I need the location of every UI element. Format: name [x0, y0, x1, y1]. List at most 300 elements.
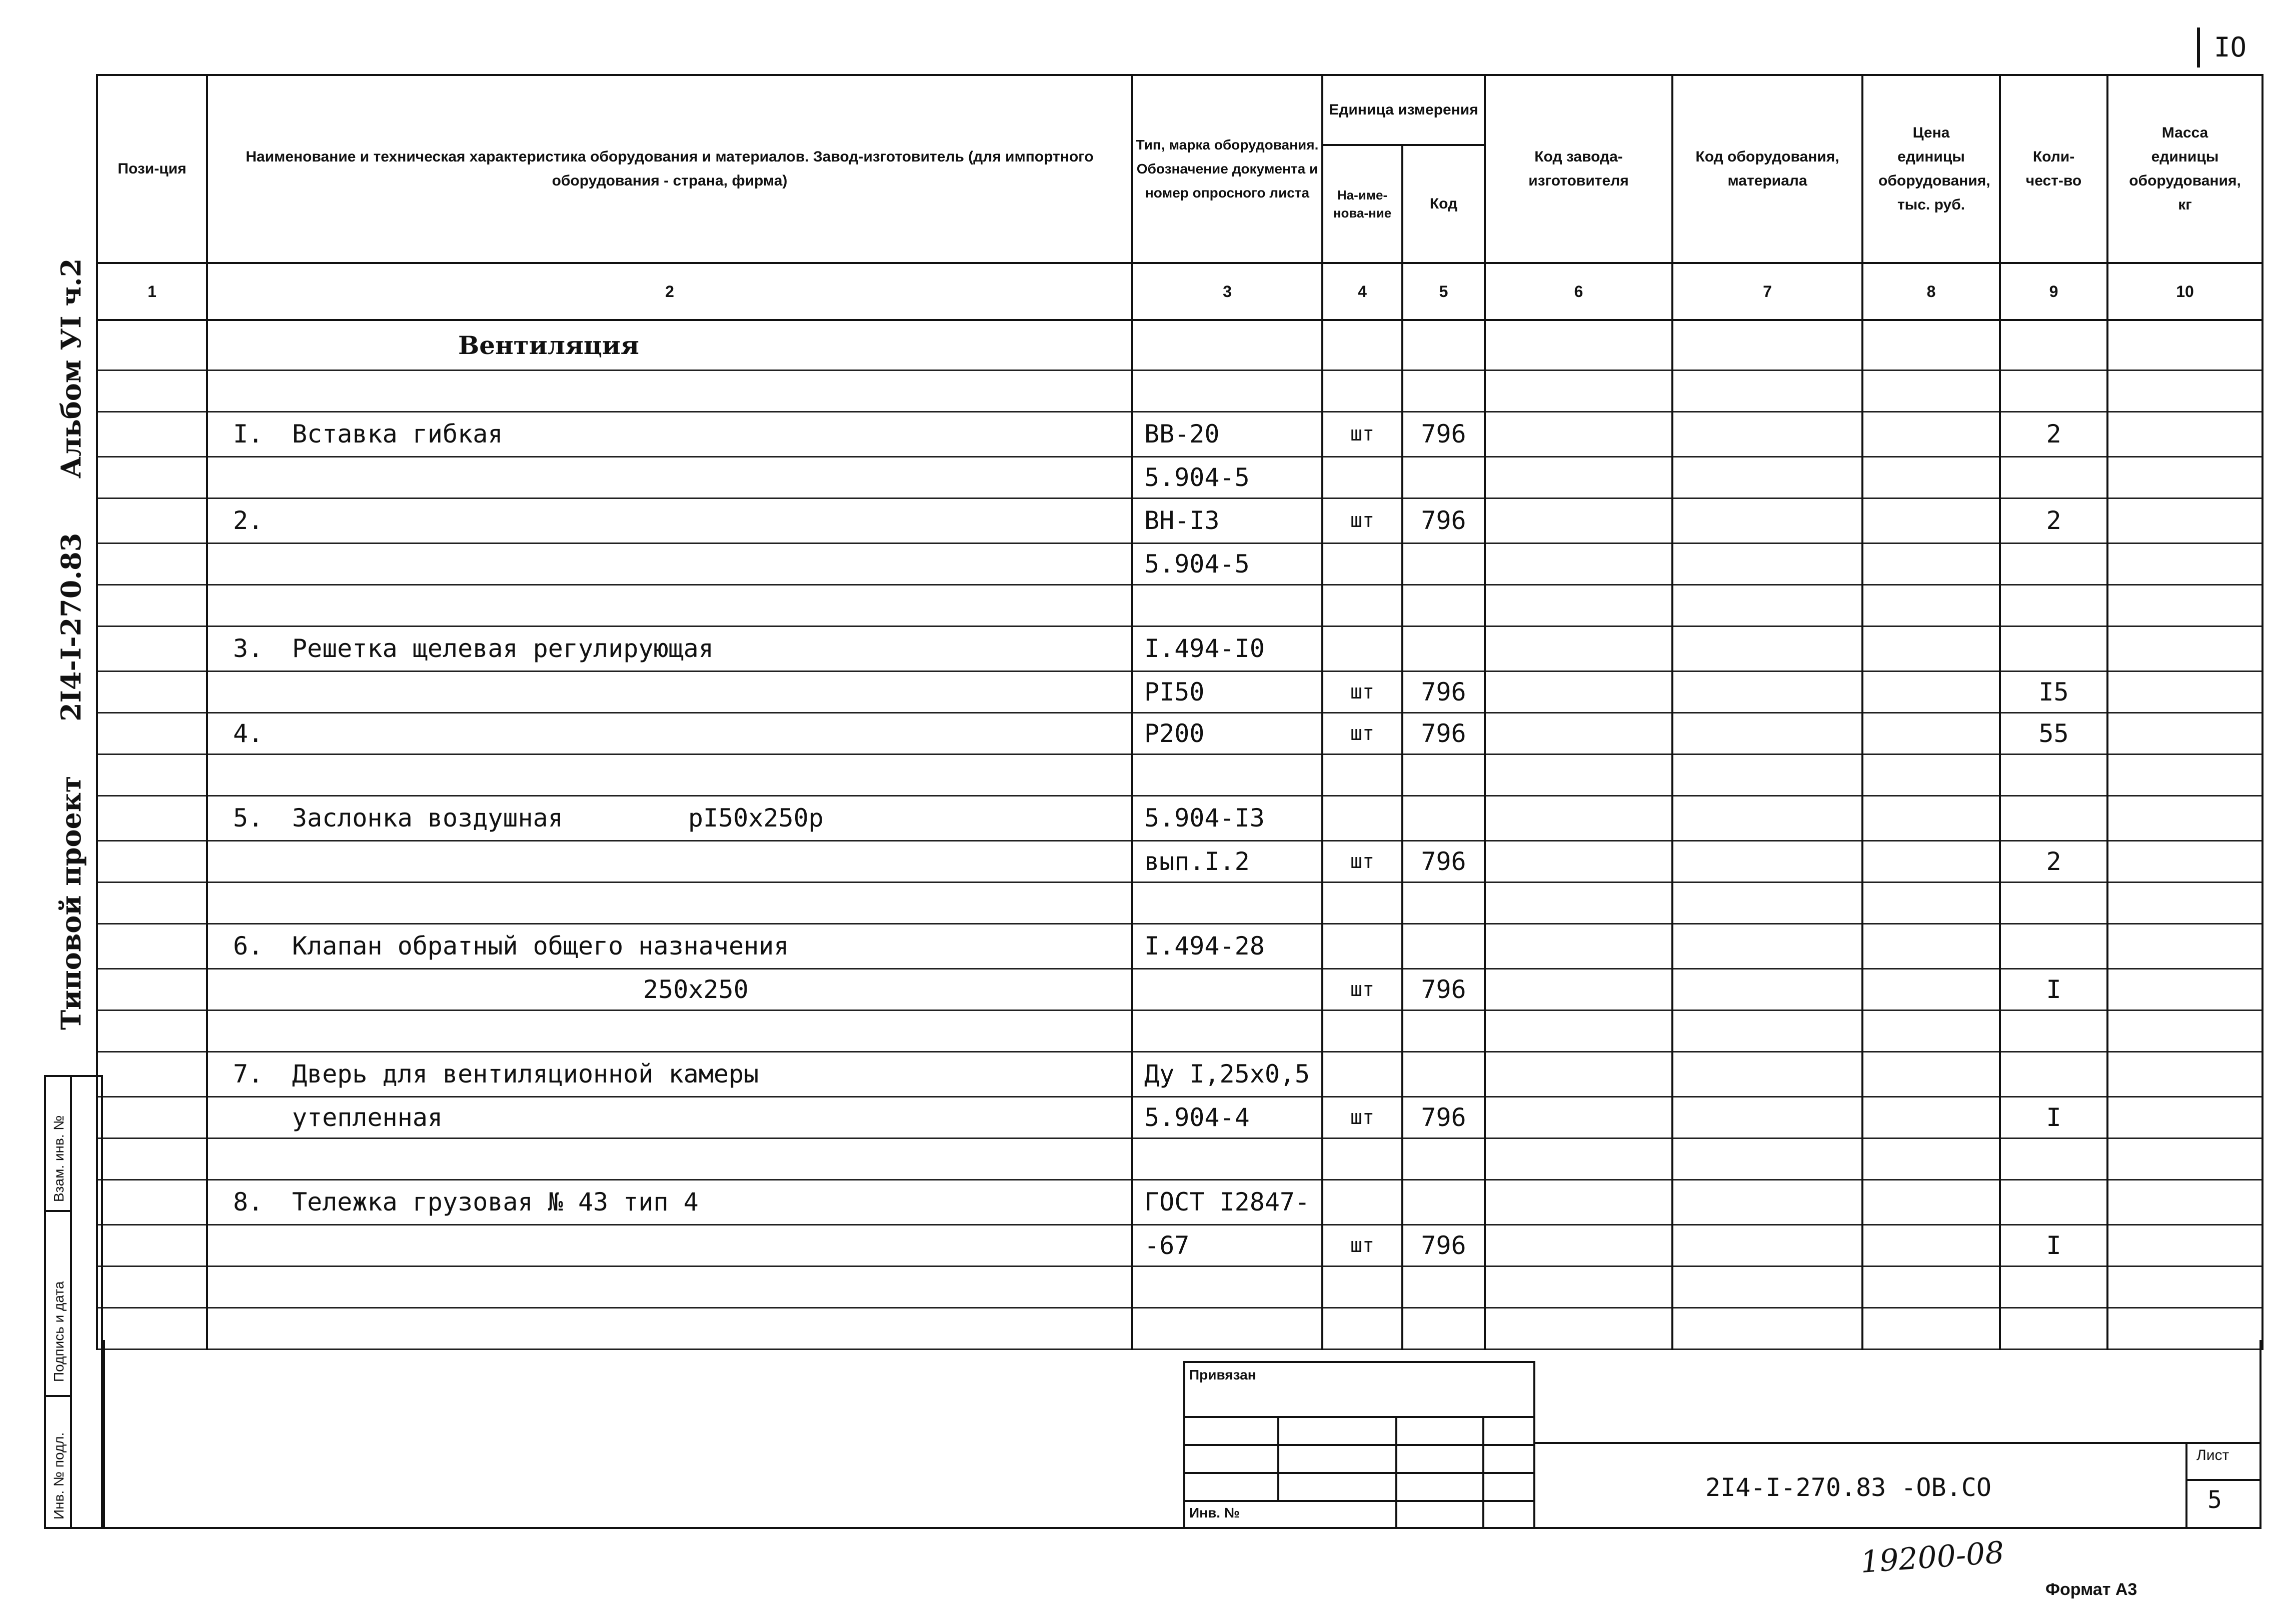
cell-equipment-code — [1672, 712, 1862, 754]
table-row — [97, 320, 2262, 370]
item-position: 7. — [233, 1060, 264, 1088]
header-type: Тип, марка оборудования. Обозначение документа и номер опросного листа — [1132, 75, 1322, 263]
cell-equipment-code — [1672, 1224, 1862, 1266]
cell-price — [1862, 712, 2000, 754]
cell-factory-code — [1485, 1010, 1672, 1052]
cell-unit-name — [1322, 1138, 1402, 1180]
cell-factory-code — [1485, 671, 1672, 712]
cell-equipment-code — [1672, 1096, 1862, 1138]
cell-factory-code — [1485, 498, 1672, 543]
cell-type — [1132, 1138, 1322, 1180]
cell-name — [207, 882, 1132, 924]
item-name: Дверь для вентиляционной камеры — [292, 1060, 759, 1088]
cell-name — [207, 456, 1132, 498]
cell-factory-code — [1485, 456, 1672, 498]
col-number: 6 — [1485, 263, 1672, 320]
cell-unit-name: шт — [1322, 1224, 1402, 1266]
format-label: Формат А3 — [2045, 1580, 2137, 1599]
cell-unit-code: 796 — [1402, 671, 1485, 712]
cell-factory-code — [1485, 924, 1672, 968]
cell-quantity — [2000, 626, 2107, 671]
table-row — [97, 1052, 2262, 1096]
cell-equipment-code — [1672, 498, 1862, 543]
cell-position-blank — [97, 712, 207, 754]
table-row — [97, 924, 2262, 968]
cell-equipment-code — [1672, 882, 1862, 924]
cell-unit-code: 796 — [1402, 968, 1485, 1010]
cell-type: вып.I.2 — [1132, 840, 1322, 882]
cell-factory-code — [1485, 754, 1672, 796]
cell-unit-name: шт — [1322, 498, 1402, 543]
cell-price — [1862, 584, 2000, 626]
cell-type: ВВ-20 — [1132, 412, 1322, 456]
cell-unit-name — [1322, 1052, 1402, 1096]
cell-mass — [2107, 754, 2262, 796]
cell-factory-code — [1485, 1096, 1672, 1138]
side-project-code: 2I4-I-270.83 — [55, 532, 87, 722]
cell-quantity — [2000, 1052, 2107, 1096]
cell-mass — [2107, 796, 2262, 840]
cell-equipment-code — [1672, 924, 1862, 968]
cell-mass — [2107, 456, 2262, 498]
cell-equipment-code — [1672, 370, 1862, 412]
col-number: 10 — [2107, 263, 2262, 320]
item-position: 3. — [233, 634, 264, 663]
cell-unit-code — [1402, 796, 1485, 840]
cell-unit-code — [1402, 1052, 1485, 1096]
cell-quantity — [2000, 543, 2107, 584]
item-position: 4. — [233, 718, 264, 748]
cell-price — [1862, 543, 2000, 584]
cell-name — [207, 543, 1132, 584]
cell-price — [1862, 754, 2000, 796]
cell-type: Ду I,25х0,5 — [1132, 1052, 1322, 1096]
cell-name — [207, 712, 1132, 754]
cell-type: 5.904-5 — [1132, 543, 1322, 584]
table-row — [97, 754, 2262, 796]
cell-price — [1862, 1096, 2000, 1138]
cell-unit-code — [1402, 924, 1485, 968]
page-number: IO — [2197, 28, 2267, 68]
cell-unit-code — [1402, 584, 1485, 626]
header-mass: Масса единицы оборудования, кг — [2107, 75, 2262, 263]
cell-quantity — [2000, 370, 2107, 412]
cell-equipment-code — [1672, 626, 1862, 671]
cell-position-blank — [97, 1180, 207, 1224]
cell-unit-code — [1402, 754, 1485, 796]
cell-type: ВН-I3 — [1132, 498, 1322, 543]
cell-position-blank — [97, 584, 207, 626]
cell-price — [1862, 1266, 2000, 1308]
cell-type — [1132, 968, 1322, 1010]
cell-mass — [2107, 1180, 2262, 1224]
cell-unit-code — [1402, 1138, 1485, 1180]
cell-equipment-code — [1672, 840, 1862, 882]
cell-price — [1862, 671, 2000, 712]
cell-name — [207, 924, 1132, 968]
col-number: 5 — [1402, 263, 1485, 320]
cell-name — [207, 370, 1132, 412]
table-row — [97, 370, 2262, 412]
cell-quantity: 55 — [2000, 712, 2107, 754]
sheet-label: Лист — [2196, 1447, 2229, 1464]
cell-type: I.494-28 — [1132, 924, 1322, 968]
cell-equipment-code — [1672, 1010, 1862, 1052]
inventory-number-label: Инв. № — [1189, 1505, 1240, 1520]
section-title: Вентиляция — [207, 320, 1132, 370]
cell-price — [1862, 456, 2000, 498]
cell-name: 250х250 — [207, 968, 1132, 1010]
cell-price — [1862, 626, 2000, 671]
header-price: Цена единицы оборудования, тыс. руб. — [1862, 75, 2000, 263]
cell-mass — [2107, 370, 2262, 412]
cell-mass — [2107, 412, 2262, 456]
col-number: 4 — [1322, 263, 1402, 320]
cell-factory-code — [1485, 412, 1672, 456]
cell-quantity — [2000, 754, 2107, 796]
cell-equipment-code — [1672, 796, 1862, 840]
cell-quantity — [2000, 882, 2107, 924]
cell-price — [1862, 1180, 2000, 1224]
table-row — [97, 626, 2262, 671]
cell-quantity — [2000, 924, 2107, 968]
stamp-replaced-inv: Взам. инв. № — [51, 1115, 67, 1202]
cell-type: -67 — [1132, 1224, 1322, 1266]
cell-name — [207, 1052, 1132, 1096]
item-dimension: рI50х250р — [688, 804, 824, 832]
cell-price — [1862, 968, 2000, 1010]
cell-mass — [2107, 1266, 2262, 1308]
cell-factory-code — [1485, 543, 1672, 584]
cell-mass — [2107, 543, 2262, 584]
cell-price — [1862, 840, 2000, 882]
item-name: Тележка грузовая № 43 тип 4 — [292, 1188, 699, 1216]
cell-type: 5.904-5 — [1132, 456, 1322, 498]
cell-price — [1862, 1010, 2000, 1052]
cell-unit-name — [1322, 543, 1402, 584]
cell-name: утепленная — [207, 1096, 1132, 1138]
cell-equipment-code — [1672, 412, 1862, 456]
header-unit-name: На-име-нова-ние — [1322, 145, 1402, 263]
table-row — [97, 1010, 2262, 1052]
cell-equipment-code — [1672, 584, 1862, 626]
cell-unit-code: 796 — [1402, 412, 1485, 456]
table-row — [97, 584, 2262, 626]
col-number: 1 — [97, 263, 207, 320]
header-equipment-code: Код оборудования, материала — [1672, 75, 1862, 263]
cell-position-blank — [97, 1010, 207, 1052]
cell-unit-name — [1322, 754, 1402, 796]
cell-quantity — [2000, 456, 2107, 498]
cell-type: 5.904-I3 — [1132, 796, 1322, 840]
cell-quantity: I5 — [2000, 671, 2107, 712]
cell-position-blank — [97, 924, 207, 968]
cell-name — [207, 626, 1132, 671]
cell-position-blank — [97, 840, 207, 882]
cell-unit-code — [1402, 626, 1485, 671]
cell-name — [207, 1266, 1132, 1308]
cell-type — [1132, 370, 1322, 412]
cell-type — [1132, 882, 1322, 924]
header-position: Пози-ция — [97, 75, 207, 263]
cell-quantity — [2000, 1138, 2107, 1180]
cell-type — [1132, 1010, 1322, 1052]
cell-mass — [2107, 968, 2262, 1010]
table-row — [97, 498, 2262, 543]
cell-name — [207, 671, 1132, 712]
cell-unit-name — [1322, 370, 1402, 412]
cell-type — [1132, 584, 1322, 626]
cell-quantity: I — [2000, 1096, 2107, 1138]
cell-unit-code — [1402, 1266, 1485, 1308]
col-number: 9 — [2000, 263, 2107, 320]
cell-name — [207, 1224, 1132, 1266]
cell-price — [1862, 498, 2000, 543]
sheet-number: 5 — [2207, 1486, 2222, 1514]
cell-price — [1862, 924, 2000, 968]
table-row — [97, 968, 2262, 1010]
specification-table — [96, 74, 2263, 1350]
cell-equipment-code — [1672, 543, 1862, 584]
cell-mass — [2107, 1010, 2262, 1052]
cell-name — [207, 840, 1132, 882]
sheet-box — [2185, 1442, 2261, 1529]
cell-name — [207, 1180, 1132, 1224]
table-row — [97, 543, 2262, 584]
header-unit-group: Единица измерения — [1322, 75, 1485, 145]
cell-price — [1862, 412, 2000, 456]
cell-unit-name: шт — [1322, 712, 1402, 754]
header-name: Наименование и техническая характеристика оборудования и материалов. Завод-изготовитель (для импортного оборудования - страна, фирма) — [207, 75, 1132, 263]
cell-equipment-code — [1672, 671, 1862, 712]
side-album-title: Альбом УI ч.2 — [55, 258, 87, 478]
cell-unit-code: 796 — [1402, 712, 1485, 754]
cell-quantity: I — [2000, 968, 2107, 1010]
cell-mass — [2107, 924, 2262, 968]
item-name: Заслонка воздушная — [292, 804, 563, 832]
cell-position-blank — [97, 1266, 207, 1308]
side-project-title: Типовой проект — [55, 776, 87, 1030]
col-number: 7 — [1672, 263, 1862, 320]
cell-quantity — [2000, 1266, 2107, 1308]
item-position: 2. — [233, 506, 264, 535]
cell-factory-code — [1485, 712, 1672, 754]
item-position: I. — [233, 420, 264, 448]
table-row — [97, 1224, 2262, 1266]
cell-mass — [2107, 626, 2262, 671]
cell-unit-name — [1322, 584, 1402, 626]
col-number: 2 — [207, 263, 1132, 320]
item-name: Вставка гибкая — [292, 420, 503, 448]
cell-factory-code — [1485, 370, 1672, 412]
cell-price — [1862, 370, 2000, 412]
cell-position-blank — [97, 882, 207, 924]
cell-position-blank — [97, 456, 207, 498]
cell-unit-code: 796 — [1402, 1224, 1485, 1266]
cell-factory-code — [1485, 584, 1672, 626]
cell-unit-code — [1402, 882, 1485, 924]
cell-position-blank — [97, 671, 207, 712]
cell-unit-code — [1402, 1180, 1485, 1224]
cell-type: Р200 — [1132, 712, 1322, 754]
binding-stamp — [1183, 1361, 1535, 1529]
cell-factory-code — [1485, 1266, 1672, 1308]
cell-mass — [2107, 882, 2262, 924]
cell-unit-code: 796 — [1402, 498, 1485, 543]
cell-name — [207, 412, 1132, 456]
cell-unit-name — [1322, 1010, 1402, 1052]
table-row — [97, 412, 2262, 456]
cell-unit-name: шт — [1322, 412, 1402, 456]
cell-price — [1862, 1138, 2000, 1180]
cell-unit-code — [1402, 370, 1485, 412]
cell-type: 5.904-4 — [1132, 1096, 1322, 1138]
item-position: 6. — [233, 932, 264, 960]
handwritten-number: 19200-08 — [1859, 1535, 2005, 1580]
cell-factory-code — [1485, 1138, 1672, 1180]
cell-unit-name — [1322, 924, 1402, 968]
cell-quantity — [2000, 796, 2107, 840]
cell-equipment-code — [1672, 1180, 1862, 1224]
header-unit-code: Код — [1402, 145, 1485, 263]
cell-type: РI50 — [1132, 671, 1322, 712]
cell-factory-code — [1485, 1224, 1672, 1266]
table-row — [97, 796, 2262, 840]
cell-mass — [2107, 498, 2262, 543]
cell-name — [207, 498, 1132, 543]
document-code: 2I4-I-270.83 -ОВ.СО — [1535, 1442, 2185, 1529]
col-number: 8 — [1862, 263, 2000, 320]
cell-unit-name — [1322, 882, 1402, 924]
item-position: 8. — [233, 1188, 264, 1216]
cell-factory-code — [1485, 796, 1672, 840]
table-row — [97, 1138, 2262, 1180]
cell-mass — [2107, 1096, 2262, 1138]
cell-name — [207, 754, 1132, 796]
cell-unit-code: 796 — [1402, 840, 1485, 882]
cell-mass — [2107, 1224, 2262, 1266]
cell-position-blank — [97, 1138, 207, 1180]
cell-mass — [2107, 1138, 2262, 1180]
cell-unit-name: шт — [1322, 671, 1402, 712]
cell-name — [207, 1138, 1132, 1180]
cell-price — [1862, 882, 2000, 924]
cell-unit-name — [1322, 1266, 1402, 1308]
cell-position-blank — [97, 370, 207, 412]
cell-quantity: I — [2000, 1224, 2107, 1266]
table-row — [97, 1266, 2262, 1308]
stamp-original-inv: Инв. № подл. — [51, 1432, 67, 1520]
cell-price — [1862, 796, 2000, 840]
cell-equipment-code — [1672, 754, 1862, 796]
cell-mass — [2107, 584, 2262, 626]
cell-equipment-code — [1672, 1266, 1862, 1308]
cell-position-blank — [97, 543, 207, 584]
table-row — [97, 456, 2262, 498]
cell-type — [1132, 1266, 1322, 1308]
cell-name — [207, 1010, 1132, 1052]
table-row — [97, 1180, 2262, 1224]
cell-type — [1132, 754, 1322, 796]
table-row — [97, 712, 2262, 754]
item-position: 5. — [233, 804, 264, 832]
table-row — [97, 671, 2262, 712]
cell-position-blank — [97, 1096, 207, 1138]
header-quantity: Коли-чест-во — [2000, 75, 2107, 263]
cell-equipment-code — [1672, 1052, 1862, 1096]
column-number-row — [97, 263, 2262, 320]
cell-factory-code — [1485, 968, 1672, 1010]
col-number: 3 — [1132, 263, 1322, 320]
cell-position-blank — [97, 1224, 207, 1266]
cell-name — [207, 796, 1132, 840]
cell-position-blank — [97, 412, 207, 456]
item-name: Решетка щелевая регулирующая — [292, 634, 714, 663]
cell-name — [207, 584, 1132, 626]
cell-unit-name — [1322, 456, 1402, 498]
cell-quantity — [2000, 1010, 2107, 1052]
cell-factory-code — [1485, 626, 1672, 671]
cell-quantity: 2 — [2000, 412, 2107, 456]
approval-stamp-strip — [44, 1075, 103, 1529]
cell-quantity: 2 — [2000, 840, 2107, 882]
cell-unit-code — [1402, 1010, 1485, 1052]
table-row — [97, 840, 2262, 882]
cell-unit-code — [1402, 543, 1485, 584]
side-project-label — [55, 214, 87, 1030]
cell-unit-name — [1322, 796, 1402, 840]
cell-unit-name: шт — [1322, 840, 1402, 882]
binding-label: Привязан — [1189, 1367, 1256, 1382]
cell-mass — [2107, 840, 2262, 882]
cell-position-blank — [97, 796, 207, 840]
header-factory-code: Код завода-изготовителя — [1485, 75, 1672, 263]
item-name: Клапан обратный общего назначения — [292, 932, 789, 960]
cell-factory-code — [1485, 1052, 1672, 1096]
cell-equipment-code — [1672, 456, 1862, 498]
table-row — [97, 882, 2262, 924]
cell-unit-code: 796 — [1402, 1096, 1485, 1138]
cell-equipment-code — [1672, 1138, 1862, 1180]
cell-position-blank — [97, 626, 207, 671]
cell-quantity — [2000, 1180, 2107, 1224]
cell-position-blank — [97, 498, 207, 543]
cell-quantity — [2000, 584, 2107, 626]
table-row — [97, 1096, 2262, 1138]
cell-position-blank — [97, 754, 207, 796]
stamp-signature-date: Подпись и дата — [51, 1281, 67, 1382]
cell-mass — [2107, 671, 2262, 712]
cell-price — [1862, 1224, 2000, 1266]
cell-position-blank — [97, 1052, 207, 1096]
cell-price — [1862, 1052, 2000, 1096]
cell-factory-code — [1485, 1180, 1672, 1224]
cell-unit-name — [1322, 626, 1402, 671]
cell-factory-code — [1485, 840, 1672, 882]
cell-equipment-code — [1672, 968, 1862, 1010]
cell-mass — [2107, 1052, 2262, 1096]
cell-unit-name — [1322, 1180, 1402, 1224]
cell-type: ГОСТ I2847- — [1132, 1180, 1322, 1224]
cell-unit-code — [1402, 456, 1485, 498]
cell-unit-name: шт — [1322, 968, 1402, 1010]
cell-mass — [2107, 712, 2262, 754]
cell-type: I.494-I0 — [1132, 626, 1322, 671]
cell-factory-code — [1485, 882, 1672, 924]
cell-quantity: 2 — [2000, 498, 2107, 543]
cell-position-blank — [97, 968, 207, 1010]
cell-unit-name: шт — [1322, 1096, 1402, 1138]
